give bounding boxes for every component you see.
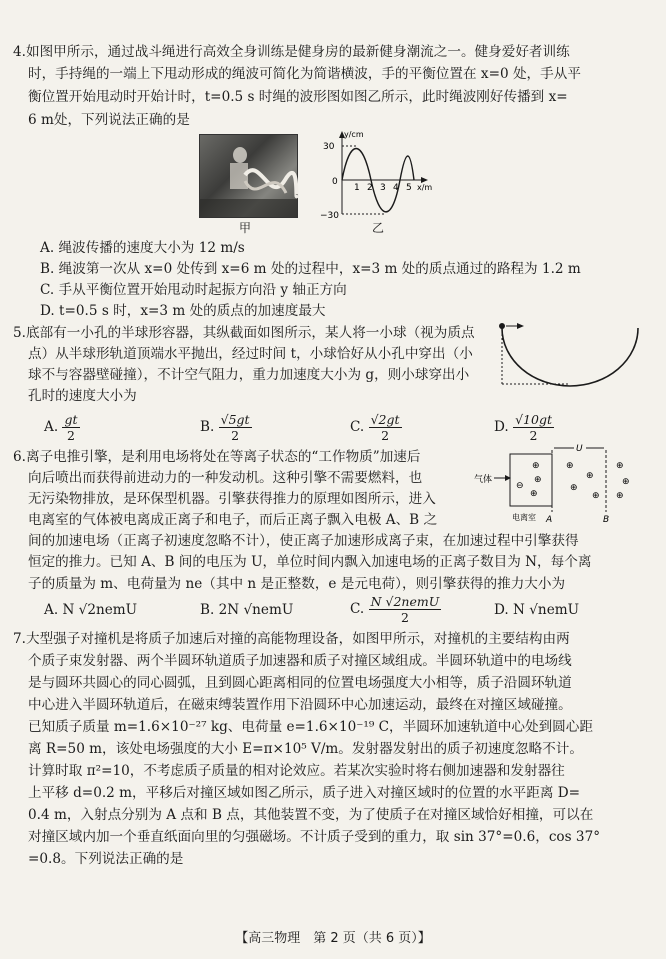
ion-plus-8: ⊕	[616, 461, 624, 471]
ion-plus-6: ⊕	[570, 483, 578, 493]
q6-option-c	[350, 594, 441, 625]
q6-line-6: 恒定的推力。已知 A、B 间的电压为 U，单位时间内飘入加速电场的正离子数目为 N，每个离	[28, 554, 592, 570]
y-tick-30: 30	[323, 142, 335, 152]
q6-line-5: 间的加速电场（正离子初速度忽略不计），使正离子加速形成离子束，在加速过程中引擎获得	[28, 533, 579, 549]
q7-line-5: 已知质子质量 m=1.6×10⁻²⁷ kg、电荷量 e=1.6×10⁻¹⁹ C，半圆环加速轨道中心处到圆心距	[28, 719, 593, 735]
q7-line-7: 计算时取 π²=10，不考虑质子质量的相对论效应。若某次实验时将右侧加速器和发射器往	[28, 763, 565, 779]
x-axis-label: x/m	[417, 183, 433, 192]
q6-line-3: 无污染物排放，是环保型机器。引擎获得推力的原理如图所示，进入	[28, 491, 436, 507]
x-tick-4: 4	[393, 183, 399, 193]
q7-line-10: 对撞区域内加一个垂直纸面向里的匀强磁场。不计质子受到的重力，取 sin 37°=0.6，cos 37°	[28, 829, 601, 845]
q7-line-9: 0.4 m，入射点分别为 A 点和 B 点，其他装置不变，为了使质子在对撞区域恰好相撞，可以在	[28, 807, 594, 823]
q6-option-d: D. N √nemU	[494, 602, 580, 618]
ion-thruster-diagram	[474, 440, 652, 530]
q5-option-a-fraction	[62, 412, 79, 443]
q7-line-2: 个质子束发射器、两个半圆环轨道质子加速器和质子对撞区域组成。半圆环轨道中的电场线	[28, 653, 572, 669]
q5-option-a	[44, 412, 80, 443]
voltage-label: U	[576, 444, 583, 454]
y-tick-neg30: −30	[320, 211, 339, 221]
q5-c-denominator: 2	[381, 428, 390, 443]
ion-plus-3: ⊕	[530, 489, 538, 499]
q6-c-numerator: N √2nemU	[370, 594, 440, 609]
y-tick-0: 0	[332, 177, 338, 187]
ion-plus-7: ⊕	[592, 491, 600, 501]
ion-plus-10: ⊕	[616, 491, 624, 501]
x-tick-1: 1	[354, 183, 360, 193]
q4-option-a: A. 绳波传播的速度大小为 12 m/s	[40, 240, 245, 256]
x-tick-5: 5	[406, 183, 412, 193]
q7-line-8: 上平移 d=0.2 m，平移后对撞区域如图乙所示，质子进入对撞区域时的位置的水平距离 D=	[28, 785, 581, 801]
electron-1: ⊖	[516, 481, 524, 491]
fig-yi-caption: 乙	[372, 221, 385, 235]
q5-a-denominator: 2	[67, 428, 75, 443]
ion-plus-2: ⊕	[534, 475, 542, 485]
q4-line-2: 时，手持绳的一端上下甩动形成的绳波可简化为简谐横波，手的平衡位置在 x=0 处，手从平	[28, 66, 581, 82]
q5-option-d-label: D.	[494, 419, 509, 435]
q5-a-numerator: gt	[64, 412, 78, 427]
q6-line-1: 6.离子电推引擎，是利用电场将处在等离子状态的“工作物质”加速后	[13, 449, 421, 465]
fig-jia-caption: 甲	[239, 221, 252, 235]
q5-option-d	[494, 412, 554, 443]
q5-option-b-fraction	[219, 412, 252, 443]
q4-option-d: D. t=0.5 s 时，x=3 m 处的质点的加速度最大	[40, 303, 326, 319]
q6-option-c-fraction	[369, 594, 442, 625]
y-axis-label: y/cm	[344, 130, 364, 139]
ion-plus-5: ⊕	[586, 471, 594, 481]
q7-line-11: =0.8。下列说法正确的是	[28, 851, 184, 867]
ion-plus-9: ⊕	[622, 477, 630, 487]
q7-line-6: 离 R=50 m，该处电场强度的大小 E=π×10⁵ V/m。发射器发射出的质子初速度忽略不计。	[28, 741, 583, 757]
q5-option-b	[200, 412, 252, 443]
q5-b-numerator: √5gt	[220, 412, 250, 427]
q4-line-4: 6 m处，下列说法正确的是	[28, 112, 190, 128]
q6-option-c-label: C.	[350, 601, 365, 617]
hemisphere-diagram	[496, 318, 644, 390]
q6-line-2: 向后喷出而获得前进动力的一种发动机。这种引擎不需要燃料，也	[28, 470, 423, 486]
ion-plus-1: ⊕	[532, 461, 540, 471]
q4-option-b: B. 绳波第一次从 x=0 处传到 x=6 m 处的过程中，x=3 m 处的质点通过的路程为 1.2 m	[40, 261, 581, 277]
q5-option-c-label: C.	[350, 419, 365, 435]
q5-line-4: 孔时的速度大小为	[28, 388, 137, 404]
q5-line-1: 5.底部有一小孔的半球形容器，其纵截面如图所示，某人将一小球（视为质点	[13, 325, 475, 341]
q5-option-b-label: B.	[200, 419, 215, 435]
x-tick-3: 3	[380, 183, 386, 193]
q7-line-1: 7.大型强子对撞机是将质子加速后对撞的高能物理设备，如图甲所示，对撞机的主要结构由两	[13, 631, 570, 647]
x-tick-2: 2	[367, 183, 373, 193]
q5-b-denominator: 2	[231, 428, 240, 443]
rope-sketch	[200, 135, 297, 217]
q5-option-c	[350, 412, 402, 443]
q7-line-4: 中心进入半圆环轨道后，在磁束缚装置作用下沿圆环中心加速运动，最终在对撞区域碰撞。	[28, 697, 572, 713]
q6-c-denominator: 2	[400, 610, 409, 625]
q5-option-a-label: A.	[44, 419, 59, 435]
electrode-a-label: A	[546, 515, 553, 525]
q5-line-3: 球不与容器壁碰撞），不计空气阻力，重力加速度大小为 g，则小球穿出小	[28, 367, 470, 383]
q5-option-c-fraction	[369, 412, 402, 443]
q4-option-c: C. 手从平衡位置开始甩动时起振方向沿 y 轴正方向	[40, 282, 347, 298]
q5-line-2: 点）从半球形轨道顶端水平抛出，经过时间 t，小球恰好从小孔中穿出（小	[28, 346, 473, 362]
q6-line-7: 子的质量为 m、电荷量为 ne（其中 n 是正整数，e 是元电荷），则引擎获得的推力大小为	[28, 576, 566, 592]
q6-option-b: B. 2N √nemU	[200, 602, 294, 618]
q5-option-d-fraction	[513, 412, 554, 443]
q6-option-a: A. N √2nemU	[44, 602, 138, 618]
q5-c-numerator: √2gt	[370, 412, 400, 427]
q5-d-numerator: √10gt	[515, 412, 552, 427]
q4-line-3: 衡位置开始甩动时开始计时，t=0.5 s 时绳的波形图如图乙所示，此时绳波刚好传播到 x=	[28, 89, 568, 105]
q4-line-1: 4.如图甲所示，通过战斗绳进行高效全身训练是健身房的最新健身潮流之一。健身爱好者训练	[13, 44, 570, 60]
q5-d-denominator: 2	[529, 428, 538, 443]
electrode-b-label: B	[603, 515, 610, 525]
q6-line-4: 电离室的气体被电离成正离子和电子，而后正离子飘入电极 A、B 之	[28, 512, 438, 528]
battle-rope-photo	[199, 134, 298, 218]
wave-graph	[320, 128, 433, 223]
page-footer: 【高三物理 第 2 页（共 6 页）】	[235, 931, 431, 946]
ion-plus-4: ⊕	[566, 461, 574, 471]
q7-line-3: 是与圆环共圆心的同心圆弧，且到圆心距离相同的位置电场强度大小相等，质子沿圆环轨道	[28, 675, 572, 691]
ionization-chamber-label: 电离室	[512, 513, 536, 522]
gas-label: 气体	[474, 475, 493, 485]
